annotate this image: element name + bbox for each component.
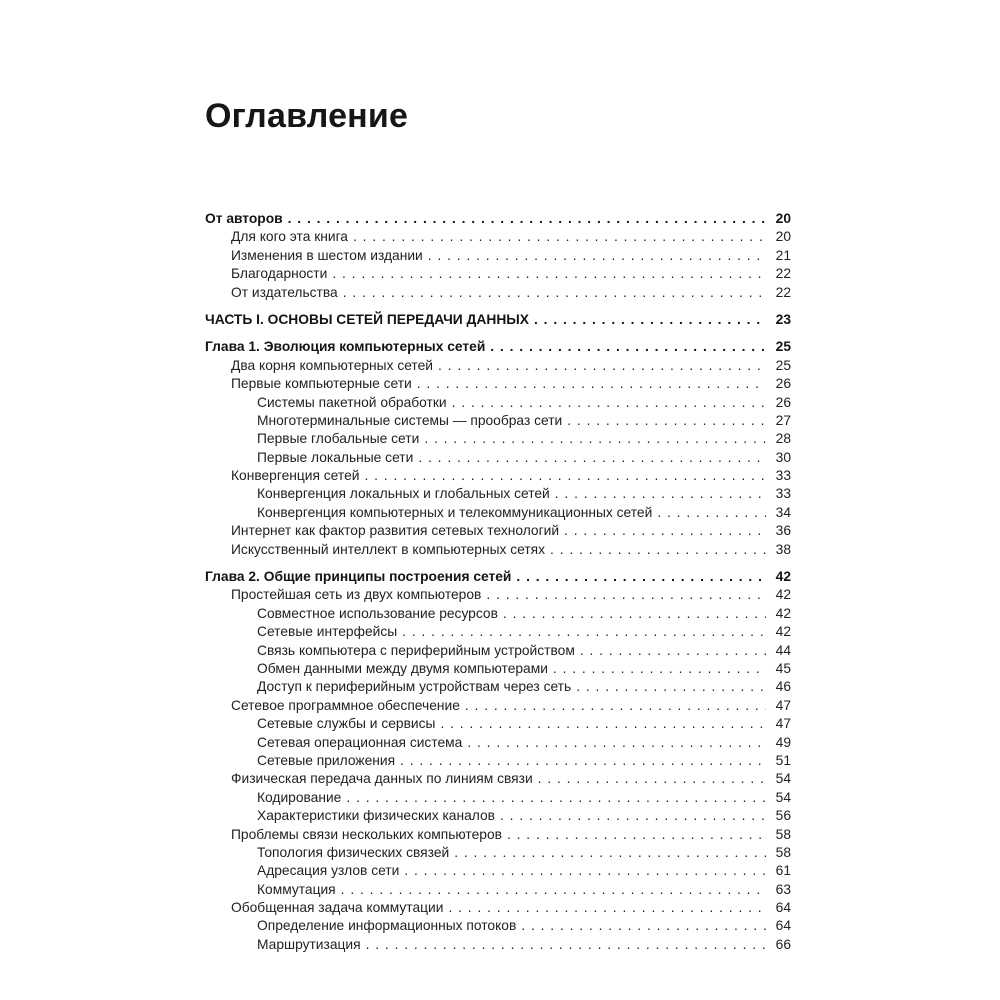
page-title: Оглавление (205, 97, 409, 135)
dot-leader (440, 715, 766, 733)
toc-entry-page-number: 42 (775, 624, 791, 640)
dot-leader (417, 375, 766, 393)
dot-leader (521, 917, 766, 935)
toc-entry-page-number: 63 (775, 881, 791, 897)
toc-entry-label: От издательства (231, 284, 338, 300)
toc-entry-label: Два корня компьютерных сетей (231, 357, 433, 373)
dot-leader (418, 449, 766, 467)
dot-leader (576, 678, 766, 696)
dot-leader (516, 568, 766, 586)
toc-entry-label: Конвергенция сетей (231, 468, 360, 484)
dot-leader (428, 247, 766, 265)
toc-entry-label: Изменения в шестом издании (231, 247, 423, 263)
toc-entry (205, 623, 791, 641)
dot-leader (364, 467, 766, 485)
toc-entry-page-number: 58 (775, 826, 791, 842)
toc-entry-page-number: 26 (775, 376, 791, 392)
toc-entry-label: Первые глобальные сети (257, 431, 420, 447)
toc-entry (205, 311, 791, 329)
toc-entry-label: Конвергенция компьютерных и телекоммуникационных сетей (257, 504, 653, 520)
dot-leader (438, 357, 766, 375)
toc-entry-page-number: 44 (775, 642, 791, 658)
toc-entry-label: Доступ к периферийным устройствам через сеть (257, 679, 572, 695)
toc-entry-page-number: 27 (775, 412, 791, 428)
toc-entry-page-number: 64 (775, 900, 791, 916)
toc-entry-label: Кодирование (257, 789, 342, 805)
toc-entry-label: Глава 1. Эволюция компьютерных сетей (205, 339, 486, 355)
toc-entry (205, 265, 791, 283)
toc-entry-label: Искусственный интеллект в компьютерных сетях (231, 541, 546, 557)
toc-entry-page-number: 42 (775, 569, 791, 585)
toc-entry-page-number: 28 (775, 431, 791, 447)
toc-entry (205, 228, 791, 246)
toc-entry-page-number: 36 (775, 523, 791, 539)
dot-leader (538, 770, 766, 788)
toc-entry-label: От авторов (205, 211, 283, 226)
toc-entry-page-number: 51 (775, 752, 791, 768)
toc-entry-page-number: 42 (775, 605, 791, 621)
toc-entry (205, 338, 791, 356)
toc-entry (205, 357, 791, 375)
toc-entry (205, 807, 791, 825)
toc-entry-page-number: 58 (775, 844, 791, 860)
dot-leader (465, 697, 766, 715)
dot-leader (343, 284, 766, 302)
toc-entry-page-number: 26 (775, 394, 791, 410)
dot-leader (490, 338, 766, 356)
dot-leader (424, 430, 766, 448)
toc-entry-page-number: 21 (775, 247, 791, 263)
toc-entry (205, 899, 791, 917)
toc-entry (205, 394, 791, 412)
toc-entry-page-number: 30 (775, 449, 791, 465)
toc-entry-label: Сетевая операционная система (257, 734, 463, 750)
dot-leader (341, 881, 766, 899)
dot-leader (555, 485, 766, 503)
dot-leader (580, 642, 766, 660)
toc-entry (205, 605, 791, 623)
toc-entry-page-number: 22 (775, 284, 791, 300)
toc-entry-label: Совместное использование ресурсов (257, 605, 498, 621)
toc-entry (205, 541, 791, 559)
toc-entry (205, 504, 791, 522)
toc-entry (205, 660, 791, 678)
toc-entry-page-number: 49 (775, 734, 791, 750)
toc-entry (205, 412, 791, 430)
toc-entry-label: Обобщенная задача коммутации (231, 900, 444, 916)
toc-entry (205, 430, 791, 448)
toc-entry-label: Проблемы связи нескольких компьютеров (231, 826, 502, 842)
dot-leader (454, 844, 766, 862)
toc-entry (205, 770, 791, 788)
toc-entry-label: Благодарности (231, 266, 328, 282)
dot-leader (467, 734, 766, 752)
toc-entry-page-number: 66 (775, 936, 791, 952)
toc-entry-label: Сетевое программное обеспечение (231, 697, 460, 713)
toc-entry-page-number: 47 (775, 716, 791, 732)
toc-entry (205, 467, 791, 485)
toc-entry (205, 449, 791, 467)
toc-entry-page-number: 45 (775, 660, 791, 676)
toc-entry-label: Глава 2. Общие принципы построения сетей (205, 569, 512, 585)
toc-entry (205, 210, 791, 228)
toc-entry-page-number: 54 (775, 771, 791, 787)
toc-entry-page-number: 47 (775, 697, 791, 713)
toc-entry-label: Обмен данными между двумя компьютерами (257, 660, 548, 676)
toc-entry-page-number: 22 (775, 266, 791, 282)
toc-entry (205, 752, 791, 770)
toc-entry-label: Топология физических связей (257, 844, 450, 860)
toc-entry (205, 789, 791, 807)
toc-entry-page-number: 42 (775, 587, 791, 603)
toc-entry (205, 697, 791, 715)
toc-entry-page-number: 46 (775, 679, 791, 695)
toc-entry (205, 917, 791, 935)
dot-leader (567, 412, 766, 430)
dot-leader (507, 826, 766, 844)
toc-entry-label: Маршрутизация (257, 936, 361, 952)
toc-entry (205, 568, 791, 586)
toc-entry (205, 715, 791, 733)
toc-entry-page-number: 61 (775, 863, 791, 879)
toc-entry-label: Первые компьютерные сети (231, 376, 412, 392)
toc-entry-page-number: 33 (775, 468, 791, 484)
dot-leader (534, 311, 766, 329)
dot-leader (657, 504, 766, 522)
toc-entry-page-number: 38 (775, 541, 791, 557)
toc-entry (205, 247, 791, 265)
dot-leader (400, 752, 766, 770)
toc-entry (205, 734, 791, 752)
dot-leader (288, 210, 766, 228)
toc-entry-label: Определение информационных потоков (257, 918, 517, 934)
toc-entry-label: Первые локальные сети (257, 449, 414, 465)
toc-entry-page-number: 25 (775, 339, 791, 355)
toc-entry-page-number: 20 (775, 211, 791, 226)
toc-entry (205, 284, 791, 302)
dot-leader (332, 265, 766, 283)
toc-entry (205, 522, 791, 540)
dot-leader (550, 541, 766, 559)
dot-leader (346, 789, 766, 807)
dot-leader (353, 228, 766, 246)
toc-entry (205, 881, 791, 899)
toc-entry (205, 485, 791, 503)
toc-entry-page-number: 54 (775, 789, 791, 805)
dot-leader (500, 807, 766, 825)
toc-entry-label: Связь компьютера с периферийным устройством (257, 642, 575, 658)
toc-entry-page-number: 34 (775, 504, 791, 520)
toc-entry-label: Адресация узлов сети (257, 863, 400, 879)
toc-entry-label: Сетевые службы и сервисы (257, 716, 436, 732)
dot-leader (404, 862, 766, 880)
toc-entry-page-number: 25 (775, 357, 791, 373)
dot-leader (564, 522, 766, 540)
toc-entry-label: Конвергенция локальных и глобальных сетей (257, 486, 550, 502)
toc-entry-label: Характеристики физических каналов (257, 808, 495, 824)
toc-entry (205, 375, 791, 393)
toc-entry-label: Простейшая сеть из двух компьютеров (231, 587, 482, 603)
toc-entry-label: Для кого эта книга (231, 229, 348, 245)
toc-entry-page-number: 20 (775, 229, 791, 245)
toc-entry-label: Сетевые приложения (257, 752, 396, 768)
toc-entry-label: Многотерминальные системы — прообраз сети (257, 412, 563, 428)
toc-entry-page-number: 56 (775, 808, 791, 824)
dot-leader (452, 394, 766, 412)
toc-entry (205, 844, 791, 862)
toc-entry-page-number: 33 (775, 486, 791, 502)
toc-entry-label: Системы пакетной обработки (257, 394, 447, 410)
toc-entry-label: ЧАСТЬ I. ОСНОВЫ СЕТЕЙ ПЕРЕДАЧИ ДАННЫХ (205, 311, 529, 327)
toc-entry (205, 642, 791, 660)
toc-entry-label: Коммутация (257, 881, 336, 897)
dot-leader (486, 586, 766, 604)
toc-entry (205, 826, 791, 844)
toc-entry-page-number: 64 (775, 918, 791, 934)
toc-list (205, 210, 791, 954)
toc-entry (205, 586, 791, 604)
toc-entry-label: Сетевые интерфейсы (257, 624, 398, 640)
dot-leader (503, 605, 766, 623)
dot-leader (402, 623, 766, 641)
toc-entry (205, 936, 791, 954)
dot-leader (553, 660, 766, 678)
dot-leader (448, 899, 766, 917)
toc-entry-page-number: 23 (775, 311, 791, 327)
dot-leader (366, 936, 766, 954)
toc-entry-label: Интернет как фактор развития сетевых технологий (231, 523, 560, 539)
toc-entry-label: Физическая передача данных по линиям связи (231, 771, 533, 787)
toc-entry (205, 678, 791, 696)
toc-entry (205, 862, 791, 880)
